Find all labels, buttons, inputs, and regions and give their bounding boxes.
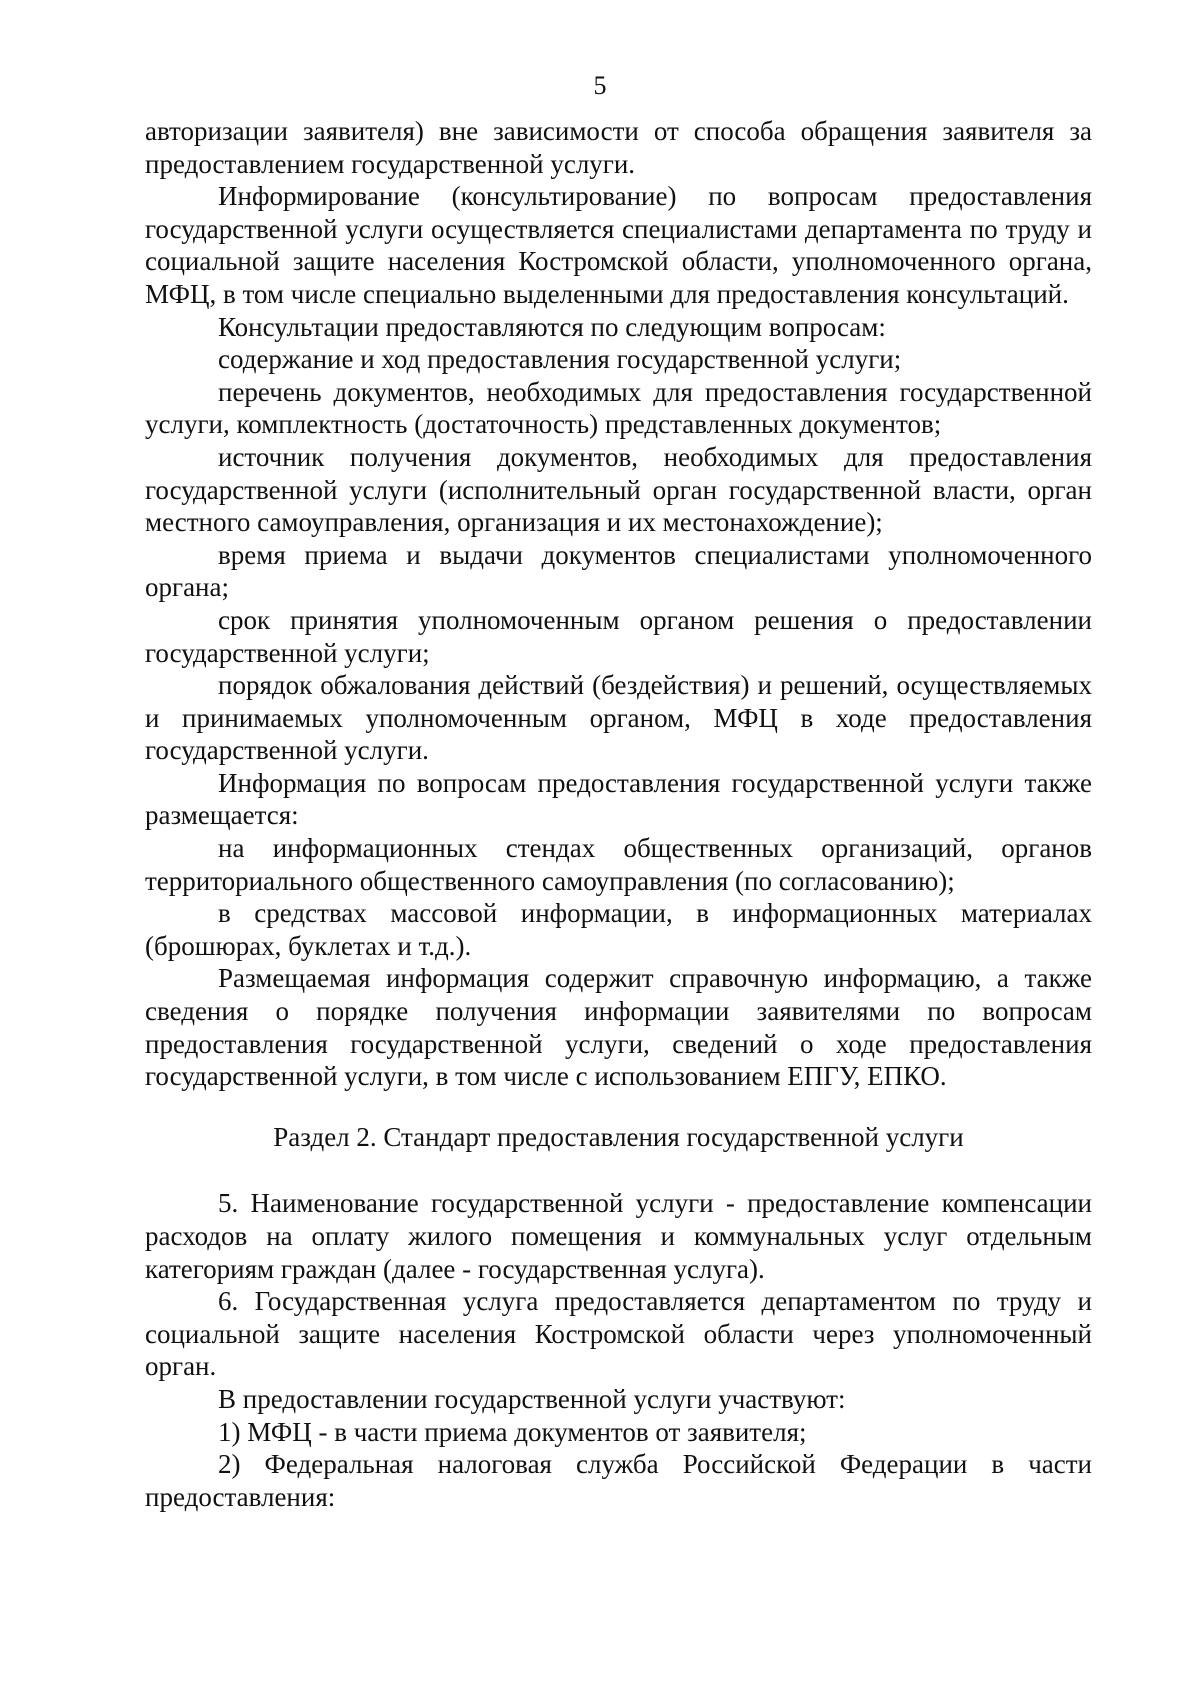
paragraph: Консультации предоставляются по следующим вопросам:: [218, 311, 886, 342]
paragraph: В предоставлении государственной услуги участвуют:: [218, 1383, 846, 1414]
paragraph: срок принятия уполномоченным органом решения о предоставлении государственной услуги;: [145, 604, 1092, 668]
paragraphs-after-section: [145, 1187, 1092, 1513]
paragraph: в средствах массовой информации, в информационных материалах (брошюрах, буклетах и т.д.).: [145, 898, 1092, 961]
paragraph: время приема и выдачи документов специалистами уполномоченного органа;: [145, 539, 1092, 603]
paragraph: авторизации заявителя) вне зависимости от способа обращения заявителя за предоставлением государственной услуги.: [145, 116, 1092, 179]
paragraph: Размещаемая информация содержит справочную информацию, а также сведения о порядке получения информации заявителями по вопросам предоставления государственной услуги, сведений о ходе предоставления государственной услуги, в том числе с использованием ЕПГУ, ЕПКО.: [145, 963, 1092, 1092]
paragraph: 1) МФЦ - в части приема документов от заявителя;: [218, 1416, 807, 1447]
paragraph: Информация по вопросам предоставления государственной услуги также размещается:: [145, 767, 1092, 831]
page-number: 5: [593, 71, 607, 100]
paragraph: на информационных стендах общественных организаций, органов территориального общественного самоуправления (по согласованию);: [145, 833, 1092, 896]
section-heading: Раздел 2. Стандарт предоставления государственной услуги: [273, 1121, 964, 1152]
document-body: [145, 115, 1092, 1513]
paragraph: 5. Наименование государственной услуги - предоставление компенсации расходов на оплату жилого помещения и коммунальных услуг отдельным категориям граждан (далее - государственная услуга).: [145, 1188, 1092, 1284]
paragraph: источник получения документов, необходимых для предоставления государственной услуги (исполнительный орган государственной власти, орган местного самоуправления, организация и их местонахождение);: [145, 441, 1092, 538]
paragraph: 6. Государственная услуга предоставляется департаментом по труду и социальной защите населения Костромской области через уполномоченный орган.: [145, 1286, 1092, 1382]
paragraph: перечень документов, необходимых для предоставления государственной услуги, комплектность (достаточность) представленных документов;: [145, 376, 1092, 440]
paragraphs-before-section: [145, 115, 1092, 1093]
paragraph: порядок обжалования действий (бездействия) и решений, осуществляемых и принимаемых уполномоченным органом, МФЦ в ходе предоставления государственной услуги.: [145, 670, 1092, 766]
paragraph: Информирование (консультирование) по вопросам предоставления государственной услуги осуществляется специалистами департамента по труду и социальной защите населения Костромской области, уполномоченного органа, МФЦ, в том числе специально выделенными для предоставления консультаций.: [145, 181, 1092, 309]
paragraph: 2) Федеральная налоговая служба Российской Федерации в части предоставления:: [145, 1449, 1092, 1512]
paragraph: содержание и ход предоставления государственной услуги;: [218, 344, 902, 375]
